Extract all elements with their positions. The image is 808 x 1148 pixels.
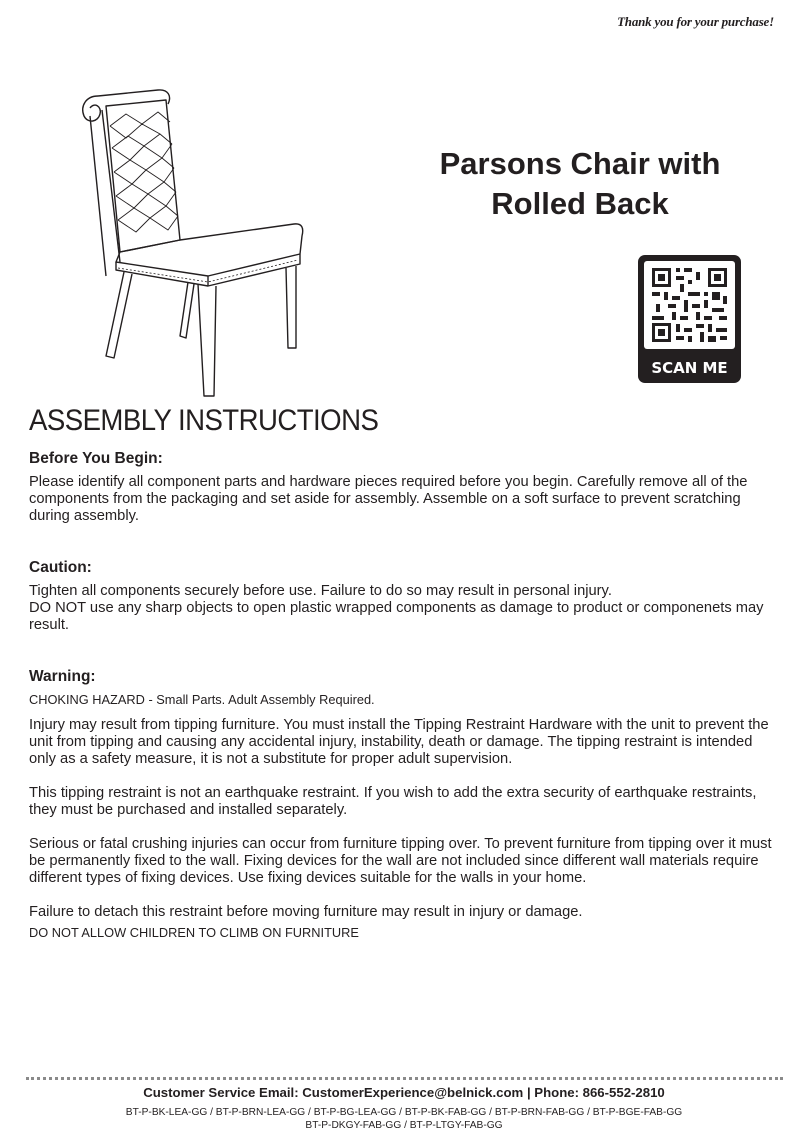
warning-paragraph-1: Injury may result from tipping furniture. You must install the Tipping Restraint Hardware with the unit to prevent the unit from tipping and causing any accidental injury, instability, death or damage. The tipping restraint is intended only as a safety measure, it is not a substitute for proper adult supervision. bbox=[29, 717, 769, 767]
caution-heading: Caution: bbox=[29, 559, 92, 576]
instructions-body bbox=[29, 449, 781, 941]
qr-code bbox=[638, 255, 741, 383]
warning-paragraph-2: This tipping restraint is not an earthquake restraint. If you wish to add the extra security of earthquake restraints, they must be purchased and installed separately. bbox=[29, 785, 757, 818]
choking-hazard: CHOKING HAZARD - Small Parts. Adult Assembly Required. bbox=[29, 692, 375, 707]
warning-paragraph-3: Serious or fatal crushing injuries can occur from furniture tipping over. To prevent furniture from tipping over it must be permanently fixed to the wall. Fixing devices for the wall are not included since different wall materials require different types of fixing devices. Use fixing devices suitable for the walls in your home. bbox=[29, 836, 772, 886]
footer-divider bbox=[26, 1077, 783, 1080]
thank-you-note: Thank you for your purchase! bbox=[617, 14, 774, 29]
customer-service-contact: Customer Service Email: CustomerExperience@belnick.com | Phone: 866-552-2810 bbox=[143, 1085, 665, 1100]
caution-line2: DO NOT use any sharp objects to open plastic wrapped components as damage to product or componenets may result. bbox=[29, 600, 764, 633]
warning-heading: Warning: bbox=[29, 668, 96, 685]
caution-line1: Tighten all components securely before use. Failure to do so may result in personal injury. bbox=[29, 583, 612, 599]
model-numbers-line1: BT-P-BK-LEA-GG / BT-P-BRN-LEA-GG / BT-P-BG-LEA-GG / BT-P-BK-FAB-GG / BT-P-BRN-FAB-GG / BT-P-BGE-FAB-GG bbox=[125, 1107, 683, 1118]
assembly-heading: ASSEMBLY INSTRUCTIONS bbox=[29, 404, 379, 437]
qr-scan-label: SCAN ME bbox=[651, 359, 728, 377]
before-begin-heading: Before You Begin: bbox=[29, 450, 163, 467]
warning-paragraph-4: Failure to detach this restraint before moving furniture may result in injury or damage. bbox=[29, 904, 583, 920]
before-begin-text: Please identify all component parts and hardware pieces required before you begin. Carefully remove all of the components from the packaging and set aside for assembly. Assemble on a soft surface to prevent scratching during assembly. bbox=[29, 474, 748, 524]
product-title-line1: Parsons Chair with bbox=[439, 146, 721, 181]
children-warning: DO NOT ALLOW CHILDREN TO CLIMB ON FURNITURE bbox=[29, 925, 359, 940]
product-title bbox=[400, 144, 760, 224]
model-numbers bbox=[0, 1106, 808, 1132]
product-title-line2: Rolled Back bbox=[491, 186, 669, 221]
chair-illustration bbox=[76, 86, 312, 400]
model-numbers-line2: BT-P-DKGY-FAB-GG / BT-P-LTGY-FAB-GG bbox=[305, 1120, 503, 1131]
